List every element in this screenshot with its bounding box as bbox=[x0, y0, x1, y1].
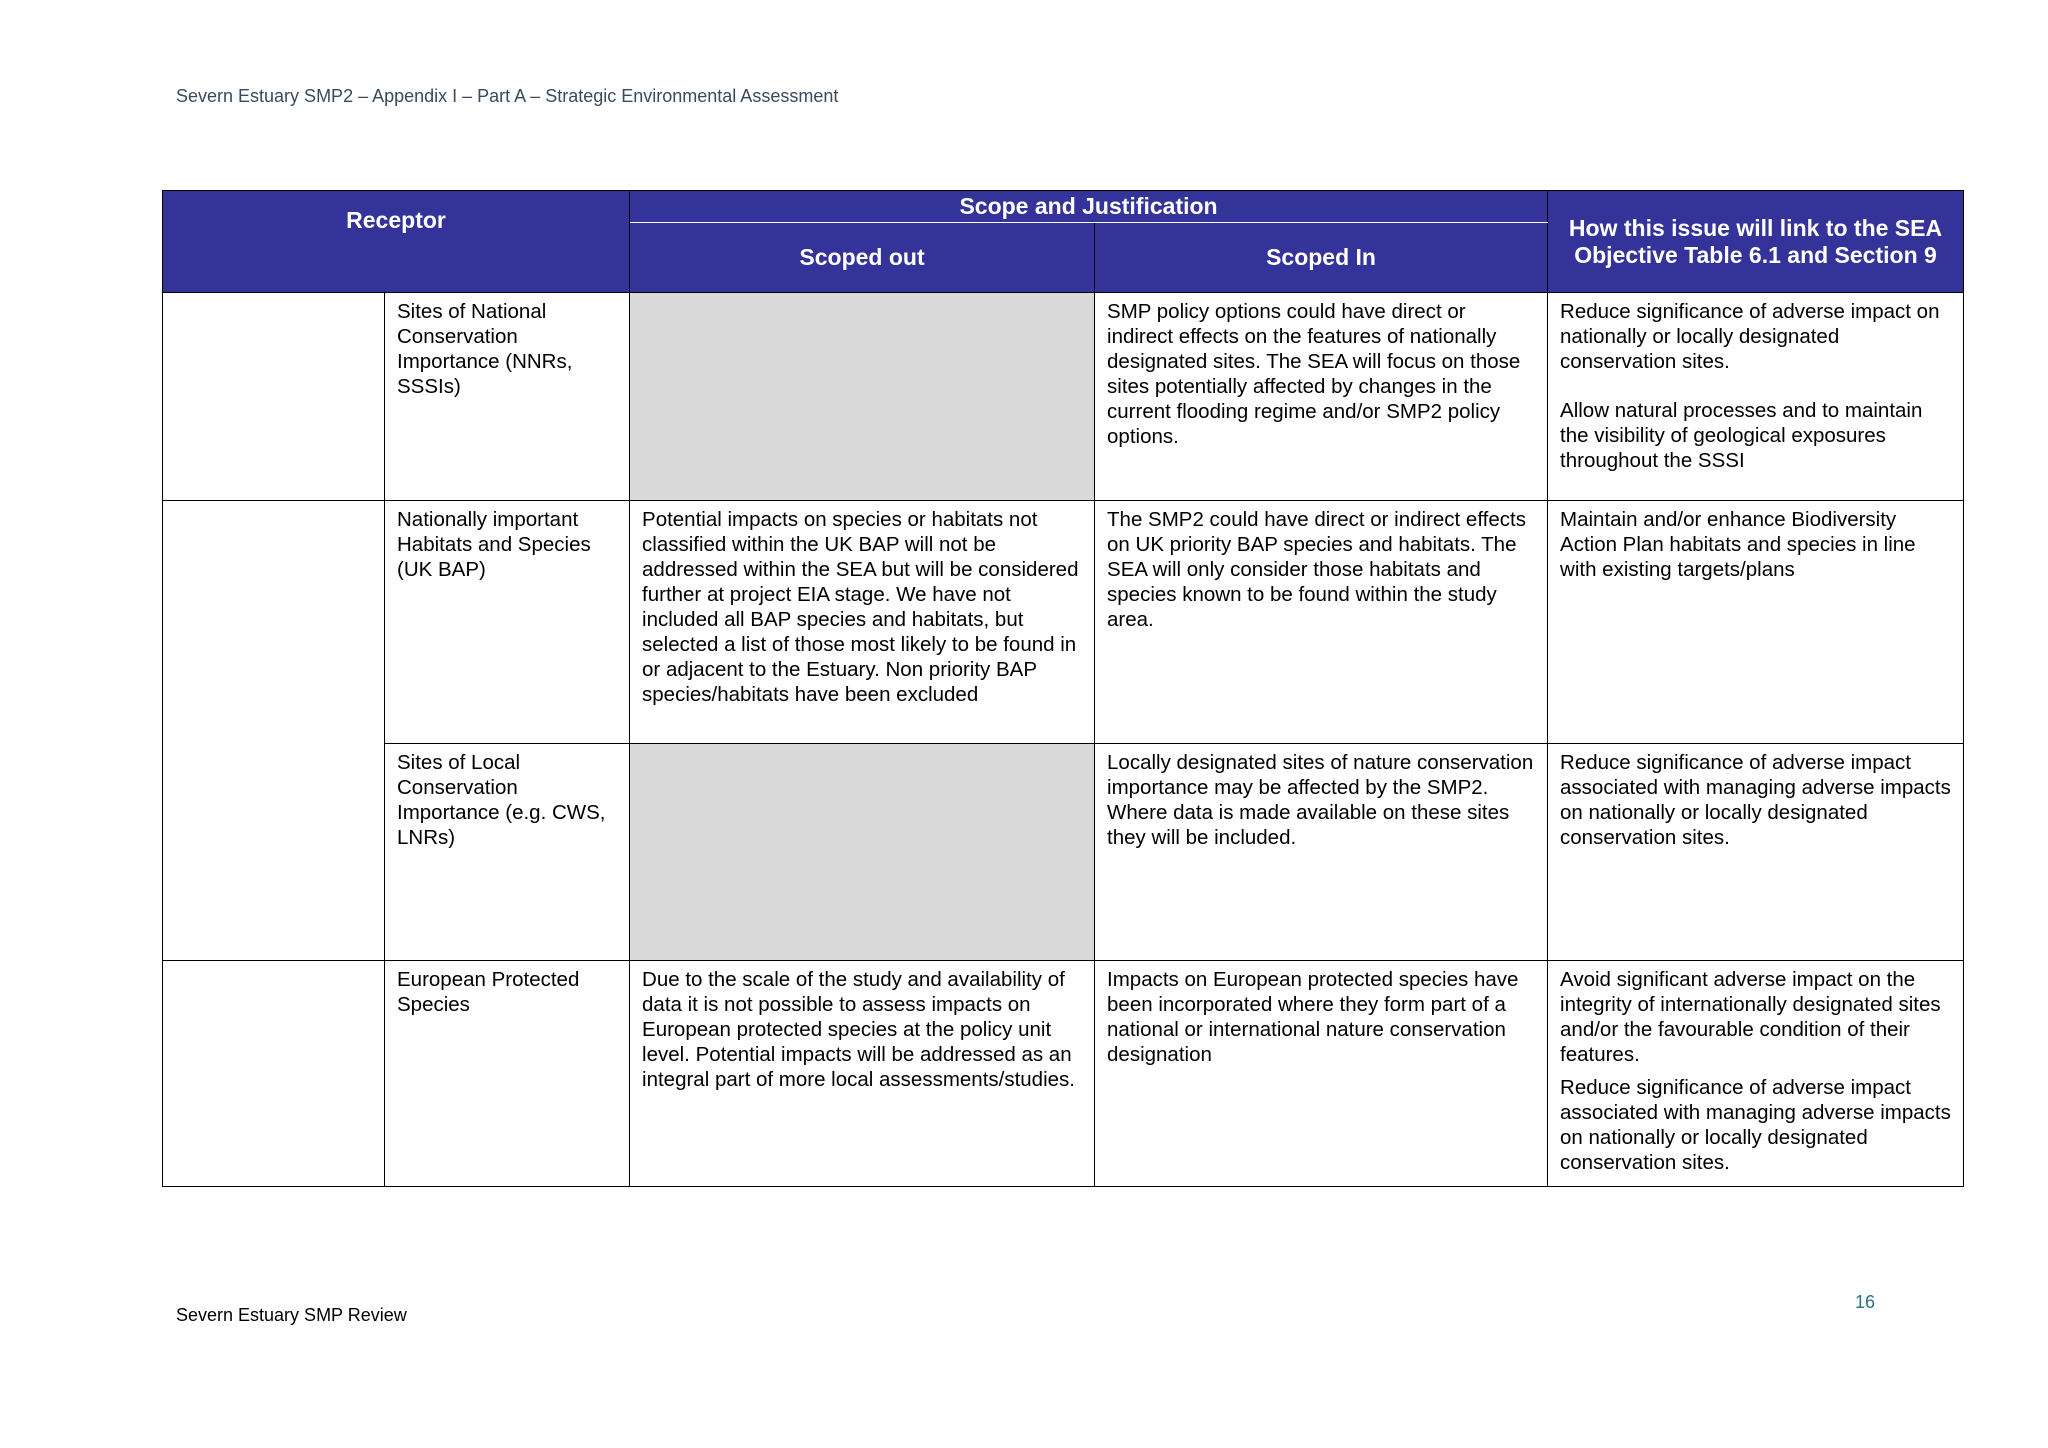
sea-objective-link-cell: Reduce significance of adverse impact associated with managing adverse impacts on nationally or locally designated conservation sites. bbox=[1548, 744, 1964, 961]
scoped-out-cell: Due to the scale of the study and availability of data it is not possible to assess impacts on European protected species at the policy unit level. Potential impacts will be addressed as an integral part of more local assessments/studies. bbox=[630, 961, 1095, 1187]
scoped-in-cell: SMP policy options could have direct or indirect effects on the features of nationally designated sites. The SEA will focus on those sites potentially affected by changes in the current flooding regime and/or SMP2 policy options. bbox=[1095, 293, 1548, 501]
scoped-in-header: Scoped In bbox=[1095, 223, 1548, 293]
scoped-out-header: Scoped out bbox=[630, 223, 1095, 293]
page-number: 16 bbox=[1855, 1292, 1876, 1312]
receptor-header: Receptor bbox=[163, 191, 630, 293]
document-footer: Severn Estuary SMP Review bbox=[176, 1305, 407, 1325]
link-paragraph: Reduce significance of adverse impact associated with managing adverse impacts on nationally or locally designated conservation sites. bbox=[1560, 1076, 1951, 1174]
receptor-cell: European Protected Species bbox=[385, 961, 630, 1187]
category-cell bbox=[163, 293, 385, 501]
category-cell bbox=[163, 501, 385, 961]
table-row bbox=[163, 744, 1964, 961]
table-row bbox=[163, 961, 1964, 1187]
link-paragraph: Reduce significance of adverse impact on nationally or locally designated conservation sites. bbox=[1560, 300, 1940, 373]
scoping-table bbox=[162, 190, 1964, 1187]
scoped-in-cell: Impacts on European protected species have been incorporated where they form part of a national or international nature conservation designation bbox=[1095, 961, 1548, 1187]
sea-objective-link-cell bbox=[1548, 293, 1964, 501]
scope-justification-header: Scope and Justification bbox=[630, 191, 1548, 223]
table-row bbox=[163, 501, 1964, 744]
scoped-in-cell: Locally designated sites of nature conservation importance may be affected by the SMP2. Where data is made available on these sites they will be included. bbox=[1095, 744, 1548, 961]
link-paragraph: Avoid significant adverse impact on the integrity of internationally designated sites and/or the favourable condition of their features. bbox=[1560, 968, 1941, 1066]
receptor-cell: Sites of National Conservation Importance (NNRs, SSSIs) bbox=[385, 293, 630, 501]
sea-objective-link-header: How this issue will link to the SEA Objective Table 6.1 and Section 9 bbox=[1548, 191, 1964, 293]
sea-objective-link-cell: Maintain and/or enhance Biodiversity Action Plan habitats and species in line with existing targets/plans bbox=[1548, 501, 1964, 744]
link-paragraph: Allow natural processes and to maintain the visibility of geological exposures throughout the SSSI bbox=[1560, 399, 1923, 472]
document-header: Severn Estuary SMP2 – Appendix I – Part A – Strategic Environmental Assessment bbox=[176, 86, 839, 106]
receptor-cell: Sites of Local Conservation Importance (e.g. CWS, LNRs) bbox=[385, 744, 630, 961]
scoped-out-cell bbox=[630, 293, 1095, 501]
category-cell bbox=[163, 961, 385, 1187]
sea-objective-link-cell bbox=[1548, 961, 1964, 1187]
scoped-out-cell bbox=[630, 744, 1095, 961]
scoped-in-cell: The SMP2 could have direct or indirect effects on UK priority BAP species and habitats. The SEA will only consider those habitats and species known to be found within the study area. bbox=[1095, 501, 1548, 744]
table-row bbox=[163, 293, 1964, 501]
receptor-cell: Nationally important Habitats and Species (UK BAP) bbox=[385, 501, 630, 744]
scoped-out-cell: Potential impacts on species or habitats not classified within the UK BAP will not be addressed within the SEA but will be considered further at project EIA stage. We have not included all BAP species and habitats, but selected a list of those most likely to be found in or adjacent to the Estuary. Non priority BAP species/habitats have been excluded bbox=[630, 501, 1095, 744]
